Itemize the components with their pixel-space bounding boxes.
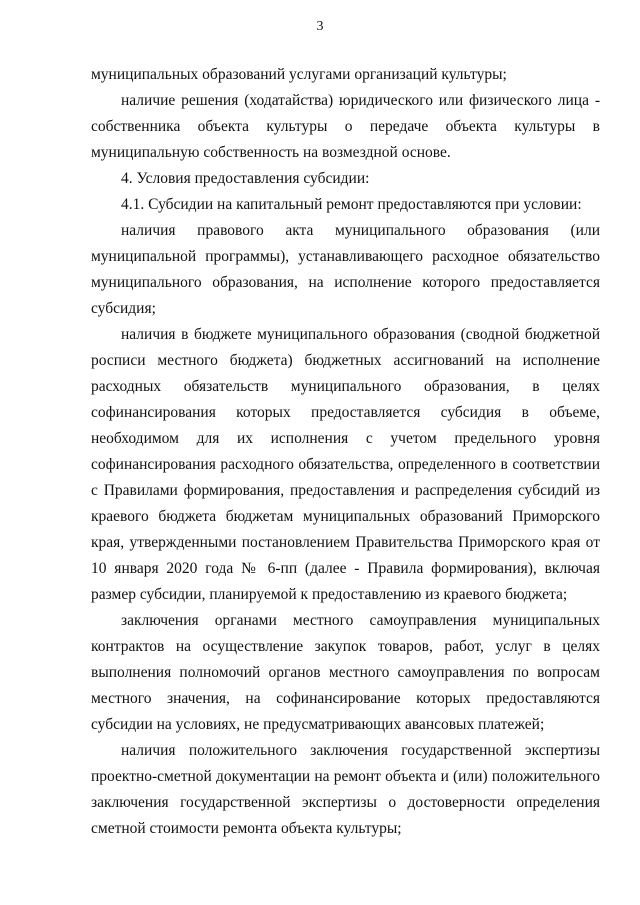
paragraph-state-expertise: наличия положительного заключения государственной экспертизы проектно-сметной документации на ремонт объекта и (или) положительного заключения государственной экспертизы о достоверности определения сметной стоимости ремонта объекта культуры; <box>91 742 600 837</box>
page-number: 3 <box>316 19 324 34</box>
paragraph-municipal-contracts: заключения органами местного самоуправления муниципальных контрактов на осуществление закупок товаров, работ, услуг в целях выполнения полномочий органов местного самоуправления по вопросам местного значения, на софинансирование которых предоставляются субсидии на условиях, не предусматривающих авансовых платежей; <box>91 612 600 733</box>
paragraph-budget-allocations: наличия в бюджете муниципального образования (сводной бюджетной росписи местного бюджета) бюджетных ассигнований на исполнение расходных обязательств муниципального образования, в целях софинансирования которых предоставляется субсидия в объеме, необходимом для их исполнения с учетом предельного уровня софинансирования расходного обязательства, определенного в соответствии с Правилами формирования, предоставления и распределения субсидий из краевого бюджета бюджетам муниципальных образований Приморского края, утвержденными постановлением Правительства Приморского края от 10 января 2020 года № 6-пп (далее - Правила формирования), включая размер субсидии, планируемой к предоставлению из краевого бюджета; <box>91 326 600 603</box>
paragraph-continuation: муниципальных образований услугами организаций культуры; <box>91 66 507 83</box>
paragraph-legal-act: наличия правового акта муниципального образования (или муниципальной программы), устанавливающего расходное обязательство муниципального образования, на исполнение которого предоставляется субсидия; <box>91 222 600 317</box>
section-heading-subsidy-conditions: 4. Условия предоставления субсидии: <box>121 170 370 187</box>
subsection-4-1: 4.1. Субсидии на капитальный ремонт предоставляются при условии: <box>121 196 582 213</box>
document-body <box>91 62 600 842</box>
paragraph-owner-decision: наличие решения (ходатайства) юридического или физического лица - собственника объекта культуры о передаче объекта культуры в муниципальную собственность на возмездной основе. <box>91 92 600 161</box>
